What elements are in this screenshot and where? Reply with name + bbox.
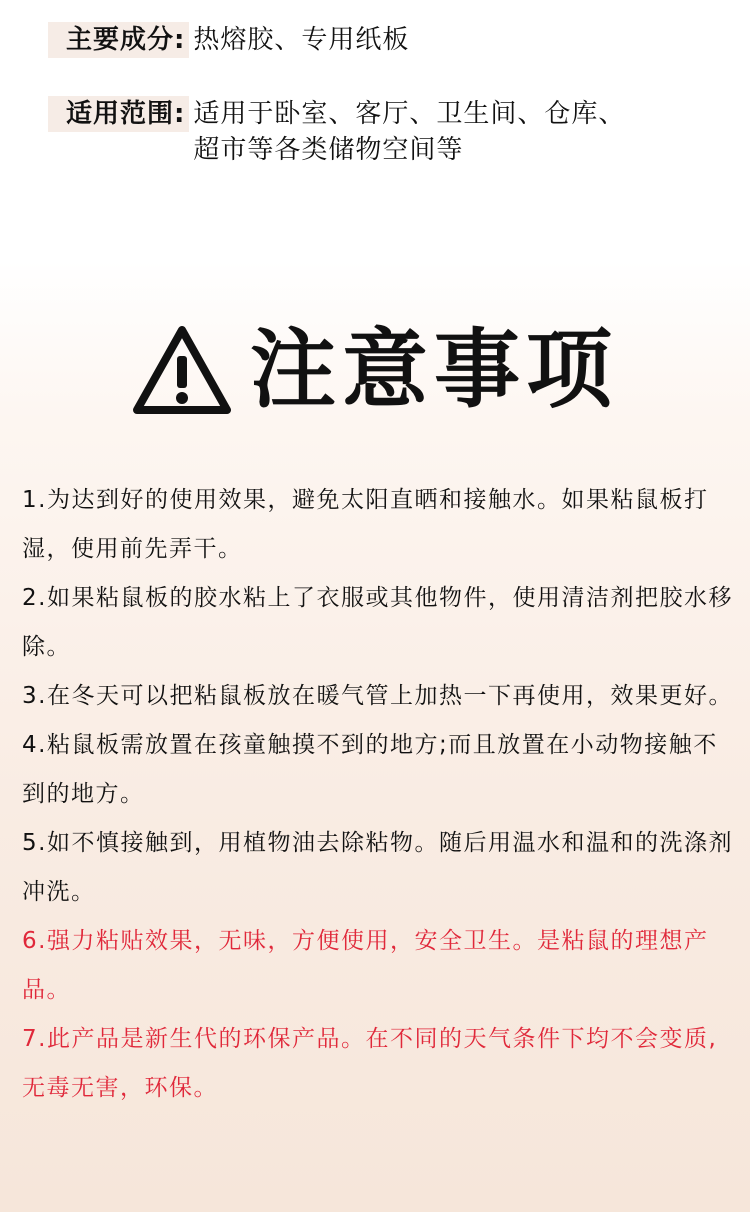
note-item: 1.为达到好的使用效果，避免太阳直晒和接触水。如果粘鼠板打湿，使用前先弄干。: [22, 487, 709, 562]
spec-row: [48, 96, 728, 168]
note-item: 5.如不慎接触到，用植物油去除粘物。随后用温水和温和的洗涤剂冲洗。: [22, 830, 733, 905]
spec-value-line: 适用于卧室、客厅、卫生间、仓库、: [193, 99, 626, 129]
spec-row: [48, 22, 728, 58]
notice-title: 注意事项: [250, 320, 618, 420]
note-item: 3.在冬天可以把粘鼠板放在暖气管上加热一下再使用，效果更好。: [22, 683, 733, 709]
note-item: 2.如果粘鼠板的胶水粘上了衣服或其他物件，使用清洁剂把胶水移除。: [22, 585, 733, 660]
note-item-highlight: 6.强力粘贴效果，无味，方便使用，安全卫生。是粘鼠的理想产品。: [22, 928, 709, 1003]
spec-label: 主要成分:: [48, 22, 189, 58]
spec-value: [189, 22, 409, 58]
notice-heading: [0, 320, 750, 420]
spec-label: 适用范围:: [48, 96, 189, 132]
spec-value: [189, 96, 625, 168]
spec-value-line: 超市等各类储物空间等: [193, 135, 464, 165]
note-item-highlight: 7.此产品是新生代的环保产品。在不同的天气条件下均不会变质,无毒无害，环保。: [22, 1026, 718, 1101]
spec-value-line: 热熔胶、专用纸板: [193, 25, 410, 55]
warning-triangle-icon: [132, 324, 232, 416]
notes-list: [22, 476, 738, 1113]
spec-usage-scope: [48, 96, 728, 168]
note-item: 4.粘鼠板需放置在孩童触摸不到的地方;而且放置在小动物接触不到的地方。: [22, 732, 718, 807]
spec-main-ingredients: [48, 22, 728, 58]
